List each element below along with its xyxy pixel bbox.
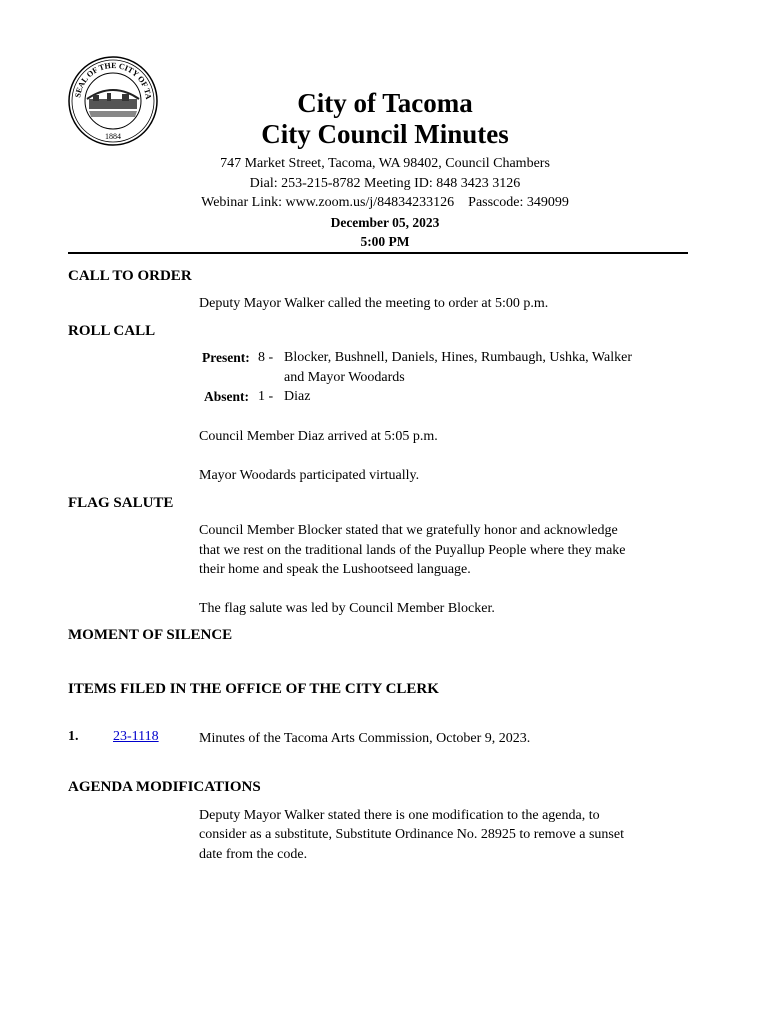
meeting-date: December 05, 2023 [330, 215, 440, 230]
item-number: 1. [68, 729, 79, 744]
page-subtitle: City Council Minutes [261, 119, 509, 149]
present-names-line2: and Mayor Woodards [284, 370, 405, 385]
roll-call-note-virtual: Mayor Woodards participated virtually. [199, 468, 420, 483]
item-id-link[interactable]: 23-1118 [113, 729, 159, 744]
section-heading-roll-call: ROLL CALL [68, 323, 156, 339]
meeting-dial: Dial: 253-215-8782 Meeting ID: 848 3423 3126 [249, 176, 521, 191]
section-heading-moment-of-silence: MOMENT OF SILENCE [68, 627, 233, 643]
section-heading-items-filed: ITEMS FILED IN THE OFFICE OF THE CITY CLERK [68, 681, 439, 697]
agenda-mod-line3: date from the code. [199, 847, 308, 862]
absent-count: 1 - [258, 389, 274, 404]
flag-salute-line3: their home and speak the Lushootseed language. [199, 562, 471, 577]
present-label: Present: [202, 350, 250, 365]
seal-year: 1884 [105, 132, 121, 141]
section-heading-call-to-order: CALL TO ORDER [68, 268, 192, 284]
item-description: Minutes of the Tacoma Arts Commission, October 9, 2023. [199, 731, 531, 746]
call-to-order-text: Deputy Mayor Walker called the meeting to order at 5:00 p.m. [199, 296, 549, 311]
absent-label: Absent: [204, 389, 250, 404]
seal-ring-text: SEAL OF THE CITY OF TA [73, 60, 154, 100]
section-heading-flag-salute: FLAG SALUTE [68, 495, 174, 511]
agenda-mod-line1: Deputy Mayor Walker stated there is one modification to the agenda, to [199, 808, 600, 823]
present-names-line1: Blocker, Bushnell, Daniels, Hines, Rumbaugh, Ushka, Walker [284, 350, 632, 365]
roll-call-note-arrival: Council Member Diaz arrived at 5:05 p.m. [199, 429, 438, 444]
page-title: City of Tacoma [297, 88, 473, 118]
meeting-time: 5:00 PM [360, 234, 410, 249]
absent-names: Diaz [284, 389, 311, 404]
webinar-link: Webinar Link: www.zoom.us/j/84834233126 Passcode: 349099 [201, 195, 569, 210]
header-divider [68, 252, 688, 254]
flag-salute-note: The flag salute was led by Council Member Blocker. [199, 601, 495, 616]
present-count: 8 - [258, 350, 274, 365]
flag-salute-line2: that we rest on the traditional lands of the Puyallup People where they make [199, 543, 626, 558]
flag-salute-line1: Council Member Blocker stated that we gratefully honor and acknowledge [199, 523, 618, 538]
meeting-address: 747 Market Street, Tacoma, WA 98402, Council Chambers [220, 156, 550, 171]
section-heading-agenda-modifications: AGENDA MODIFICATIONS [68, 779, 261, 795]
agenda-mod-line2: consider as a substitute, Substitute Ordinance No. 28925 to remove a sunset [199, 827, 624, 842]
